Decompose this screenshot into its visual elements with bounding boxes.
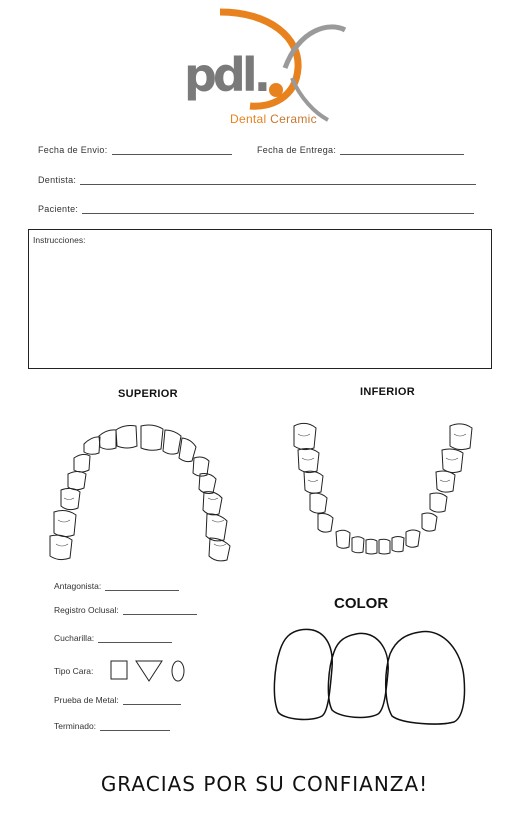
instructions-box[interactable] [28, 229, 492, 369]
registro-oclusal-label: Registro Oclusal: [54, 605, 119, 615]
color-tooth-right [386, 632, 465, 724]
logo-wordmark: pdl. [184, 48, 268, 102]
prueba-metal-line[interactable] [123, 698, 181, 705]
tipo-cara-triangle-icon[interactable] [135, 660, 163, 682]
antagonista-line[interactable] [105, 584, 179, 591]
cucharilla-row [54, 633, 172, 643]
superior-arch-diagram[interactable] [44, 422, 244, 562]
terminado-line[interactable] [100, 724, 170, 731]
prueba-metal-label: Prueba de Metal: [54, 695, 119, 705]
tipo-cara-row [54, 666, 93, 676]
paciente-label: Paciente: [38, 204, 79, 214]
thanks-message: GRACIAS POR SU CONFIANZA! [100, 772, 429, 796]
dentista-label: Dentista: [38, 175, 77, 185]
tipo-cara-label: Tipo Cara: [54, 666, 94, 676]
prueba-metal-row [54, 695, 181, 705]
color-teeth-diagram[interactable] [272, 628, 468, 724]
logo-brand-word-dental: Dental [230, 112, 267, 126]
color-tooth-center [328, 633, 388, 717]
antagonista-row [54, 581, 179, 591]
terminado-label: Terminado: [54, 721, 97, 731]
fecha-entrega-line[interactable] [340, 147, 464, 155]
registro-oclusal-line[interactable] [123, 608, 197, 615]
inferior-arch-diagram[interactable] [290, 420, 480, 560]
terminado-row [54, 721, 170, 731]
fecha-entrega-label: Fecha de Entrega: [257, 145, 337, 155]
tipo-cara-oval-icon[interactable] [171, 660, 185, 682]
antagonista-label: Antagonista: [54, 581, 102, 591]
fecha-envio-line[interactable] [112, 147, 232, 155]
logo-brand-name [230, 112, 317, 126]
superior-title: SUPERIOR [118, 388, 178, 400]
color-title: COLOR [334, 595, 389, 612]
paciente-line[interactable] [82, 206, 474, 214]
cucharilla-line[interactable] [98, 636, 172, 643]
fecha-envio-label: Fecha de Envio: [38, 145, 108, 155]
instructions-label: Instrucciones: [33, 235, 86, 245]
registro-oclusal-row [54, 605, 197, 615]
logo-brand-word-ceramic: Ceramic [270, 112, 317, 126]
color-tooth-left [274, 629, 332, 719]
inferior-title: INFERIOR [360, 386, 415, 398]
tipo-cara-square-icon[interactable] [110, 660, 128, 680]
fecha-envio-row [38, 145, 232, 155]
dentista-row [38, 175, 476, 185]
fecha-entrega-row [257, 145, 464, 155]
dentista-line[interactable] [80, 177, 476, 185]
paciente-row [38, 204, 474, 214]
cucharilla-label: Cucharilla: [54, 633, 95, 643]
